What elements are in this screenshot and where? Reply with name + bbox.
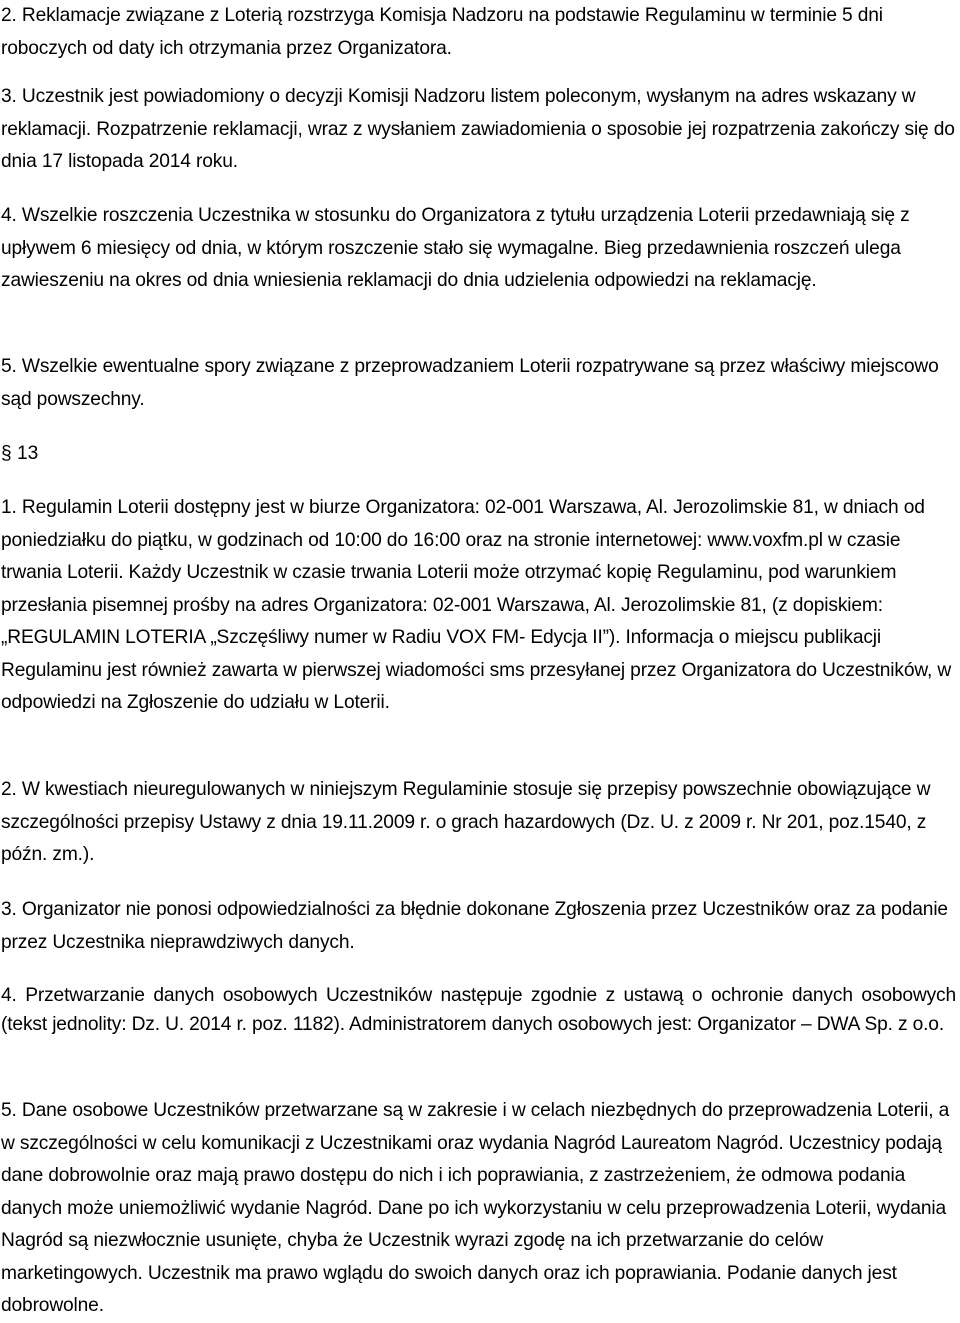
paragraph-5-disputes: 5. Wszelkie ewentualne spory związane z przeprowadzaniem Loterii rozpatrywane są przez właściwy miejscowo sąd powszechny. bbox=[1, 356, 939, 410]
paragraph-1-rules-availability: 1. Regulamin Loterii dostępny jest w biurze Organizatora: 02-001 Warszawa, Al. Jerozolimskie 81, w dniach od poniedziałku do piątku, w godzinach od 10:00 do 16:00 oraz na stronie internetowej: www.voxfm.pl w czasie trwania Loterii. Każdy Uczestnik w czasie trwania Loterii może otrzymać kopię Regulaminu, pod warunkiem przesłania pisemnej prośby na adres Organizatora: 02-001 Warszawa, Al. Jerozolimskie 81, (z dopiskiem: „REGULAMIN LOTERIA „Szczęśliwy numer w Radiu VOX FM- Edycja II”). Informacja o miejscu publikacji Regulaminu jest również zawarta w pierwszej wiadomości sms przesyłanej przez Organizatora do Uczestników, w odpowiedzi na Zgłoszenie do udziału w Loterii. bbox=[1, 497, 952, 713]
paragraph-5-data-processing: 5. Dane osobowe Uczestników przetwarzane są w zakresie i w celach niezbędnych do przeprowadzenia Loterii, a w szczególności w celu komunikacji z Uczestnikami oraz wydania Nagród Laureatom Nagród. Uczestnicy podają dane dobrowolnie oraz mają prawo dostępu do nich i ich poprawiania, z zastrzeżeniem, że odmowa podania danych może uniemożliwić wydanie Nagród. Dane po ich wykorzystaniu w celu przeprowadzenia Loterii, wydania Nagród są niezwłocznie usunięte, chyba że Uczestnik wyrazi zgodę na ich przetwarzanie do celów marketingowych. Uczestnik ma prawo wglądu do swoich danych oraz ich poprawiania. Podanie danych jest dobrowolne. bbox=[1, 1100, 950, 1316]
paragraph-2-complaints-decision: 2. Reklamacje związane z Loterią rozstrzyga Komisja Nadzoru na podstawie Regulaminu w terminie 5 dni roboczych od daty ich otrzymania przez Organizatora. bbox=[1, 5, 883, 59]
paragraph-4-claims-limitation: 4. Wszelkie roszczenia Uczestnika w stosunku do Organizatora z tytułu urządzenia Loterii przedawniają się z upływem 6 miesięcy od dnia, w którym roszczenie stało się wymagalne. Bieg przedawnienia roszczeń ulega zawieszeniu na okres od dnia wniesienia reklamacji do dnia udzielenia odpowiedzi na reklamację. bbox=[1, 205, 910, 291]
paragraph-2-unregulated-matters: 2. W kwestiach nieuregulowanych w niniejszym Regulaminie stosuje się przepisy powszechnie obowiązujące w szczególności przepisy Ustawy z dnia 19.11.2009 r. o grach hazardowych (Dz. U. z 2009 r. Nr 201, poz.1540, z późn. zm.). bbox=[1, 779, 931, 865]
paragraph-4-personal-data: 4. Przetwarzanie danych osobowych Uczestników następuje zgodnie z ustawą o ochronie danych osobowych (tekst jednolity: Dz. U. 2014 r. poz. 1182). Administratorem danych osobowych jest: Organizator – DWA Sp. z o.o. bbox=[1, 985, 956, 1035]
paragraph-3-notification: 3. Uczestnik jest powiadomiony o decyzji Komisji Nadzoru listem poleconym, wysłanym na adres wskazany w reklamacji. Rozpatrzenie reklamacji, wraz z wysłaniem zawiadomienia o sposobie jej rozpatrzenia zakończy się do dnia 17 listopada 2014 roku. bbox=[1, 86, 955, 172]
paragraph-3-organizer-liability: 3. Organizator nie ponosi odpowiedzialności za błędnie dokonane Zgłoszenia przez Uczestników oraz za podanie przez Uczestnika nieprawdziwych danych. bbox=[1, 899, 948, 953]
section-heading: § 13 bbox=[1, 443, 39, 464]
